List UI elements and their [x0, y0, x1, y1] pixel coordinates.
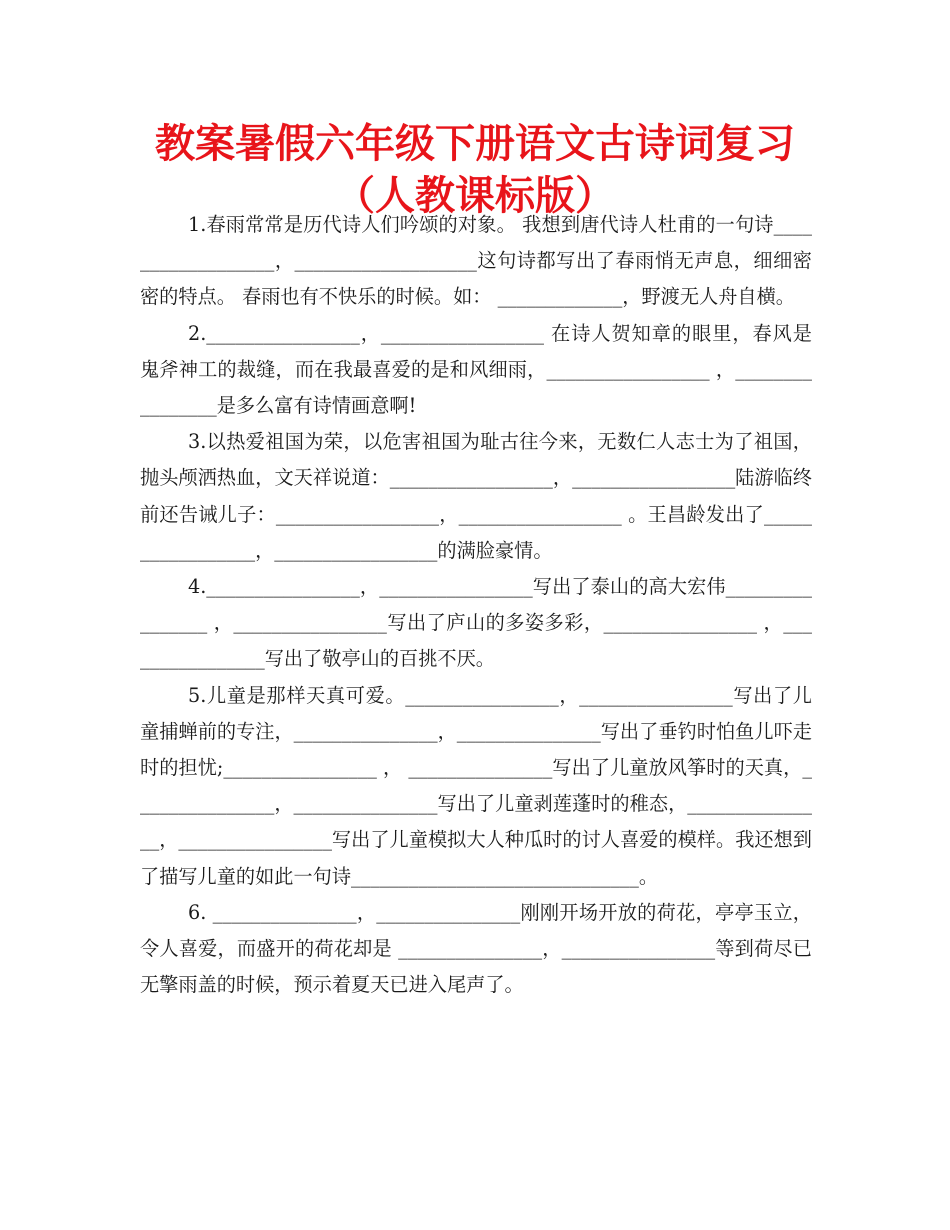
document-body [140, 207, 812, 1003]
question-4: 4.________________，________________写出了泰山的高大宏伟________________ ，________________写出了庐山的多姿多彩，________________ ，________________写出了敬亭山的百挑不厌。 [140, 575, 812, 671]
question-1: 1.春雨常常是历代诗人们吟颂的对象。 我想到唐代诗人杜甫的一句诗__________________，___________________这句诗都写出了春雨悄无声息，细细密密的特点。 春雨也有不快乐的时候。如： _____________，野渡无人舟自横。 [140, 213, 812, 309]
question-5: 5.儿童是那样天真可爱。________________，________________写出了儿童捕蝉前的专注，_______________，_______________写出了垂钓时怕鱼儿吓走时的担忧;________________ ， _______________写出了儿童放风筝时的天真，_______________，_______________写出了儿童剥莲蓬时的稚态，_______________，________________写出了儿童模拟大人种瓜时的讨人喜爱的模样。我还想到了描写儿童的如此一句诗______________________________。 [140, 683, 812, 888]
question-2: 2.________________，_________________ 在诗人贺知章的眼里，春风是鬼斧神工的裁缝，而在我最喜爱的是和风细雨，_________________ ，________________是多么富有诗情画意啊! [140, 321, 812, 418]
document-title: 教案暑假六年级下册语文古诗词复习（人教课标版） [155, 121, 795, 219]
question-6: 6. _______________，_______________刚刚开场开放的荷花，亭亭玉立，令人喜爱，而盛开的荷花却是 _______________，________________等到荷尽已无擎雨盖的时候，预示着夏天已进入尾声了。 [140, 900, 812, 997]
question-3: 3.以热爱祖国为荣，以危害祖国为耻古往今来，无数仁人志士为了祖国，抛头颅洒热血，文天祥说道：_________________，_________________陆游临终前还告诫儿子：_________________，_________________ 。王昌龄发出了_________________，_________________的满脸豪情。 [140, 430, 812, 562]
